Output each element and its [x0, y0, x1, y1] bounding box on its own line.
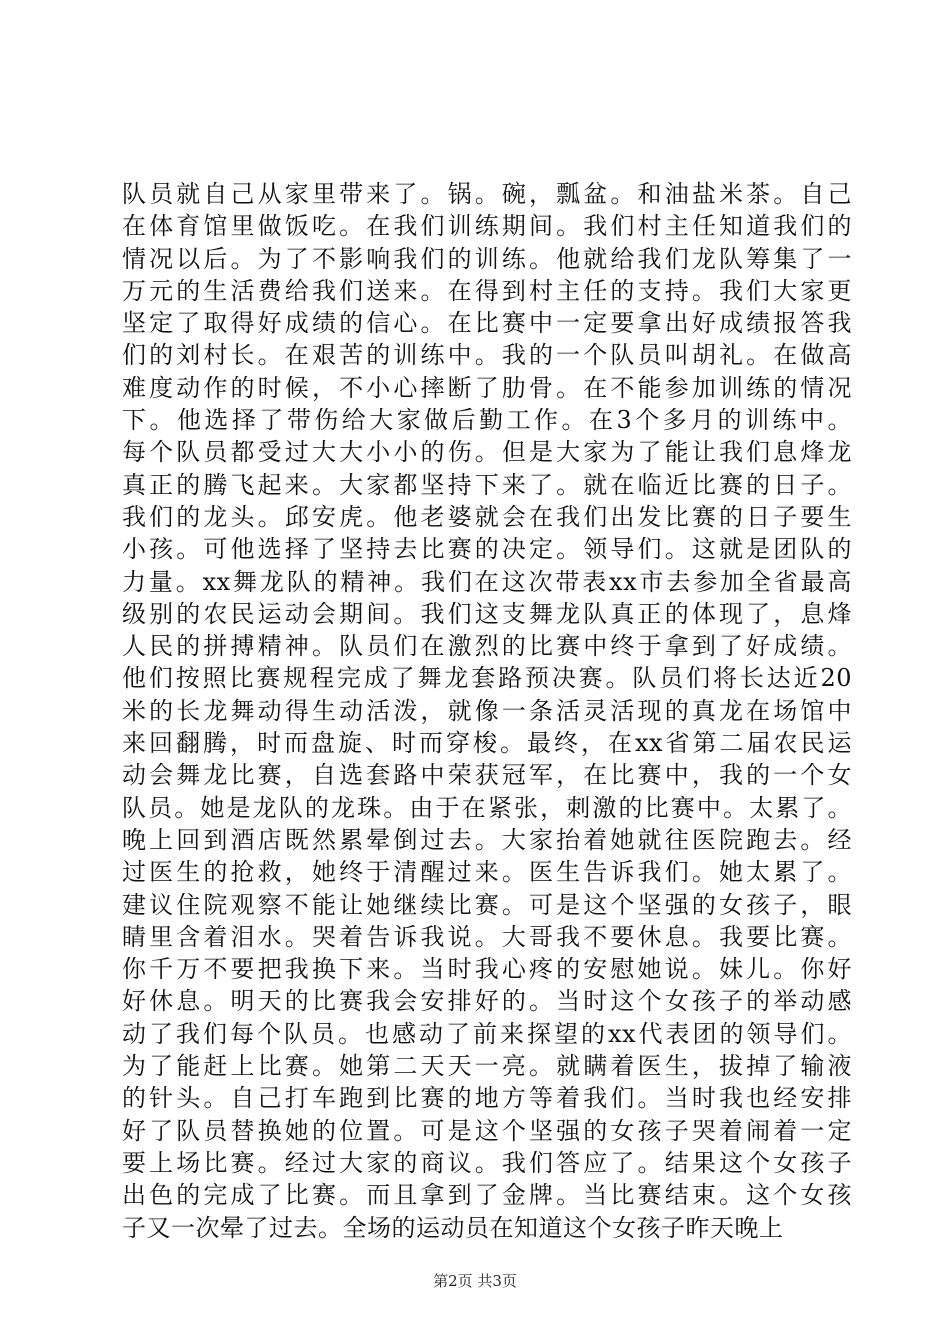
- page-number-footer: 第2页 共3页: [433, 1272, 517, 1290]
- text-line: 建议住院观察不能让她继续比赛。可是这个坚强的女孩子，眼: [122, 890, 852, 919]
- text-line: 队员就自己从家里带来了。锅。碗，瓢盆。和油盐米茶。自己: [122, 180, 852, 208]
- text-line: 子又一次晕了过去。全场的运动员在知道这个女孩子昨天晚上: [122, 1213, 784, 1242]
- text-line: 下。他选择了带伤给大家做后勤工作。在3个多月的训练中。: [122, 406, 852, 435]
- text-line: 们的刘村长。在艰苦的训练中。我的一个队员叫胡礼。在做高: [122, 341, 852, 370]
- text-line: 睛里含着泪水。哭着告诉我说。大哥我不要休息。我要比赛。: [122, 922, 852, 951]
- text-line: 要上场比赛。经过大家的商议。我们答应了。结果这个女孩子: [122, 1148, 852, 1177]
- text-line: 他们按照比赛规程完成了舞龙套路预决赛。队员们将长达近20: [122, 664, 852, 693]
- text-line: 在体育馆里做饭吃。在我们训练期间。我们村主任知道我们的: [122, 212, 852, 241]
- text-line: 万元的生活费给我们送来。在得到村主任的支持。我们大家更: [122, 276, 852, 305]
- text-line: 你千万不要把我换下来。当时我心疼的安慰她说。妹儿。你好: [122, 955, 852, 984]
- text-line: 的针头。自己打车跑到比赛的地方等着我们。当时我也经安排: [122, 1084, 852, 1113]
- text-line: 小孩。可他选择了坚持去比赛的决定。领导们。这就是团队的: [122, 535, 852, 564]
- text-line: 我们的龙头。邱安虎。他老婆就会在我们出发比赛的日子要生: [122, 502, 852, 531]
- text-line: 过医生的抢救，她终于清醒过来。医生告诉我们。她太累了。: [122, 858, 852, 887]
- text-line: 难度动作的时候，不小心摔断了肋骨。在不能参加训练的情况: [122, 373, 852, 402]
- text-line: 米的长龙舞动得生动活泼，就像一条活灵活现的真龙在场馆中: [122, 696, 852, 725]
- text-line: 好了队员替换她的位置。可是这个坚强的女孩子哭着闹着一定: [122, 1116, 852, 1145]
- text-line: 每个队员都受过大大小小的伤。但是大家为了能让我们息烽龙: [122, 438, 852, 467]
- text-line: 级别的农民运动会期间。我们这支舞龙队真正的体现了，息烽: [122, 599, 852, 628]
- text-line: 真正的腾飞起来。大家都坚持下来了。就在临近比赛的日子。: [122, 470, 852, 499]
- text-line: 动会舞龙比赛，自选套路中荣获冠军，在比赛中，我的一个女: [122, 761, 852, 790]
- text-line: 情况以后。为了不影响我们的训练。他就给我们龙队筹集了一: [122, 244, 852, 273]
- text-line: 晚上回到酒店既然累晕倒过去。大家抬着她就往医院跑去。经: [122, 825, 852, 854]
- text-line: 坚定了取得好成绩的信心。在比赛中一定要拿出好成绩报答我: [122, 309, 852, 338]
- text-line: 来回翻腾，时而盘旋、时而穿梭。最终，在xx省第二届农民运: [122, 729, 852, 758]
- text-line: 队员。她是龙队的龙珠。由于在紧张，刺激的比赛中。太累了。: [122, 793, 852, 822]
- text-line: 出色的完成了比赛。而且拿到了金牌。当比赛结束。这个女孩: [122, 1181, 852, 1210]
- text-line: 为了能赶上比赛。她第二天天一亮。就瞒着医生，拔掉了输液: [122, 1052, 852, 1081]
- text-line: 人民的拼搏精神。队员们在激烈的比赛中终于拿到了好成绩。: [122, 632, 852, 661]
- body-text: [122, 178, 852, 1244]
- text-line: 动了我们每个队员。也感动了前来探望的xx代表团的领导们。: [122, 1019, 852, 1048]
- text-line: 好休息。明天的比赛我会安排好的。当时这个女孩子的举动感: [122, 987, 852, 1016]
- text-line: 力量。xx舞龙队的精神。我们在这次带表xx市去参加全省最高: [122, 567, 852, 596]
